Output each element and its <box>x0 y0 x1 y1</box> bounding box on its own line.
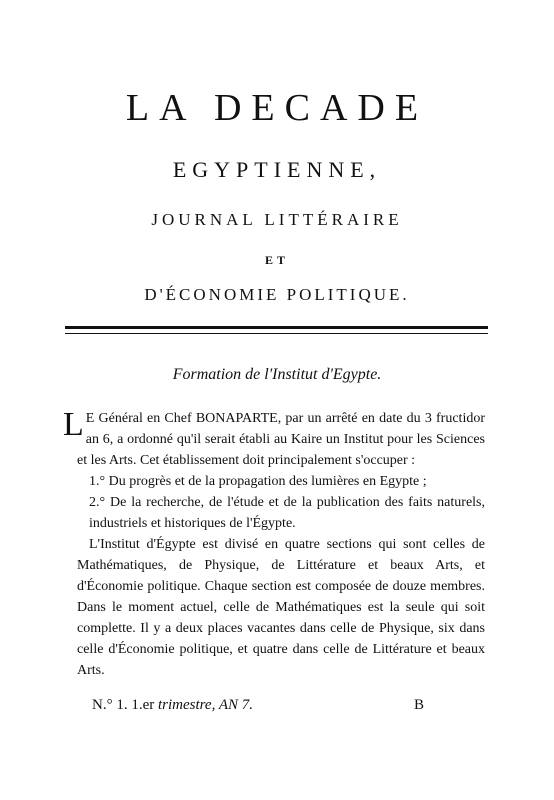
list-item-2: 2.° De la recherche, de l'étude et de la publication des faits naturels, industriels et historiques de l'Égypte. <box>89 495 485 531</box>
article-body <box>63 406 485 681</box>
journal-title: LA DECADE <box>125 87 429 129</box>
page-footer <box>92 694 432 716</box>
journal-description: JOURNAL LITTÉRAIRE <box>151 210 403 229</box>
economy-line: D'ÉCONOMIE POLITIQUE. <box>144 285 410 304</box>
trimester-label: trimestre, AN 7. <box>157 697 253 713</box>
list-item-1: 1.° Du progrès et de la propagation des lumières en Egypte ; <box>89 474 427 489</box>
drop-cap: L <box>63 406 84 443</box>
header-rule-thick <box>65 326 488 329</box>
header-rule-thin <box>65 333 488 334</box>
paragraph-sections: L'Institut d'Égypte est divisé en quatre sections qui sont celles de Mathématiques, de Physique, de Littérature et beaux Arts, et d'Économie politique. Chaque section est composée de douze membres. Dans le moment actuel, celle de Mathématiques est la seule qui soit complette. Il y a deux places vacantes dans celle de Physique, six dans celle d'Économie politique, et quatre dans celle de Littérature et beaux Arts. <box>77 537 485 678</box>
journal-subtitle: EGYPTIENNE, <box>172 157 382 182</box>
conjunction-et: ET <box>264 253 289 267</box>
issue-number: N.° 1. 1.er <box>92 697 155 713</box>
paragraph-intro-text: E Général en Chef BONAPARTE, par un arrêté en date du 3 fructidor an 6, a ordonné qu'il serait établi au Kaire un Institut pour les Sciences et les Arts. Cet établissement doit principalement s'occuper : <box>77 411 485 468</box>
paragraph-intro <box>63 406 485 471</box>
section-title: Formation de l'Institut d'Egypte. <box>172 366 382 383</box>
signature-mark: B <box>414 697 425 713</box>
